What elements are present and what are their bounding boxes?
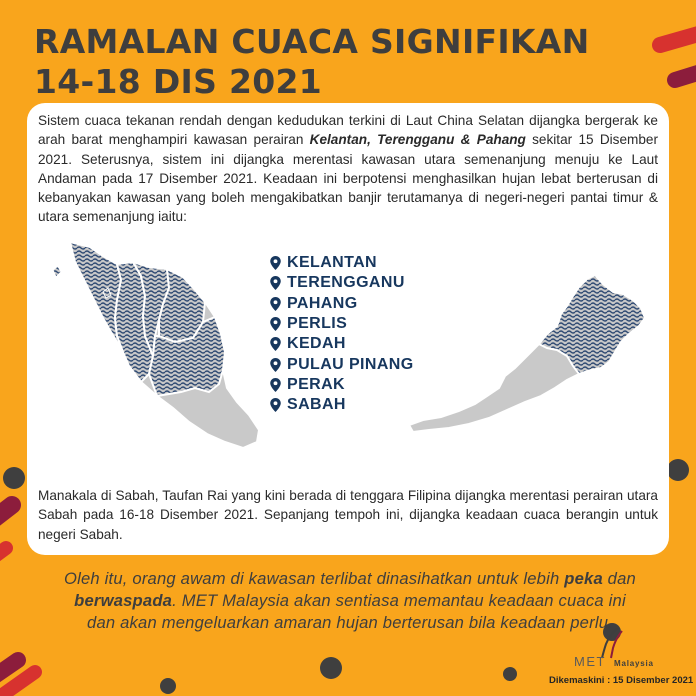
map-pin-icon: [270, 297, 281, 311]
map-pin-icon: [270, 256, 281, 270]
state-label: PAHANG: [287, 294, 358, 312]
state-label: PERLIS: [287, 315, 348, 333]
title-line-2: 14-18 DIS 2021: [34, 62, 323, 101]
last-updated: Dikemaskini : 15 Disember 2021: [549, 675, 694, 686]
state-item: [270, 354, 414, 374]
closing-advisory: [60, 568, 640, 634]
state-item: [270, 375, 414, 395]
state-item: [270, 273, 414, 293]
state-label: KELANTAN: [287, 254, 378, 272]
intro-paragraph: [38, 111, 658, 227]
logo-subtitle: Malaysia: [614, 659, 654, 668]
state-item: [270, 253, 414, 273]
state-label: KEDAH: [287, 335, 346, 353]
closing-text-3: . MET Malaysia akan sentiasa memantau keadaan cuaca ini dan akan mengeluarkan amaran hujan berterusan bila keadaan perlu.: [87, 591, 626, 632]
map-pin-icon: [270, 358, 281, 372]
met-malaysia-logo: [572, 628, 692, 672]
state-item: [270, 314, 414, 334]
intro-text-end: sekitar 15 Disember 2021. Seterusnya, sistem ini dijangka merentasi kawasan utara semenanjung menuju ke Laut Andaman pada 17 Disember 2021. Keadaan ini berpotensi menghasilkan hujan lebat berterusan di kebanyakan kawasan yang boleh mengakibatkan banjir terutamanya di negeri-negeri pantai timur & utara semenanjung iaitu:: [38, 132, 658, 225]
page-title: [34, 22, 590, 102]
info-card: [27, 103, 669, 555]
state-item: [270, 334, 414, 354]
intro-emphasis-states: Kelantan, Terengganu & Pahang: [309, 132, 526, 148]
closing-emphasis-peka: peka: [564, 569, 603, 588]
state-label: SABAH: [287, 396, 346, 414]
map-pin-icon: [270, 337, 281, 351]
closing-text-2: dan: [602, 569, 636, 588]
logo-wordmark: MET: [574, 654, 606, 669]
map-pin-icon: [270, 398, 281, 412]
sabah-paragraph: Manakala di Sabah, Taufan Rai yang kini berada di tenggara Filipina dijangka merentasi perairan utara Sabah pada 16-18 Disember 2021. Sepanjang tempoh ini, dijangka keadaan cuaca berangin untuk negeri Sabah.: [38, 488, 658, 542]
peninsular-malaysia-map: [45, 242, 263, 457]
east-malaysia-map: [407, 270, 647, 435]
map-pin-icon: [270, 276, 281, 290]
intro-text-start: Sistem cuaca tekanan rendah dengan kedudukan terkini di Laut China Selatan dijangka bergerak ke arah barat menghampiri kawasan perairan: [38, 113, 658, 148]
state-item: [270, 395, 414, 415]
state-label: TERENGGANU: [287, 274, 405, 292]
affected-states-list: [270, 253, 414, 415]
map-pin-icon: [270, 317, 281, 331]
closing-emphasis-berwaspada: berwaspada: [74, 591, 173, 610]
closing-text-1: Oleh itu, orang awam di kawasan terlibat dinasihatkan untuk lebih: [64, 569, 565, 588]
map-pin-icon: [270, 378, 281, 392]
state-label: PERAK: [287, 375, 346, 393]
state-label: PULAU PINANG: [287, 355, 414, 373]
state-item: [270, 294, 414, 314]
title-line-1: RAMALAN CUACA SIGNIFIKAN: [34, 22, 590, 61]
